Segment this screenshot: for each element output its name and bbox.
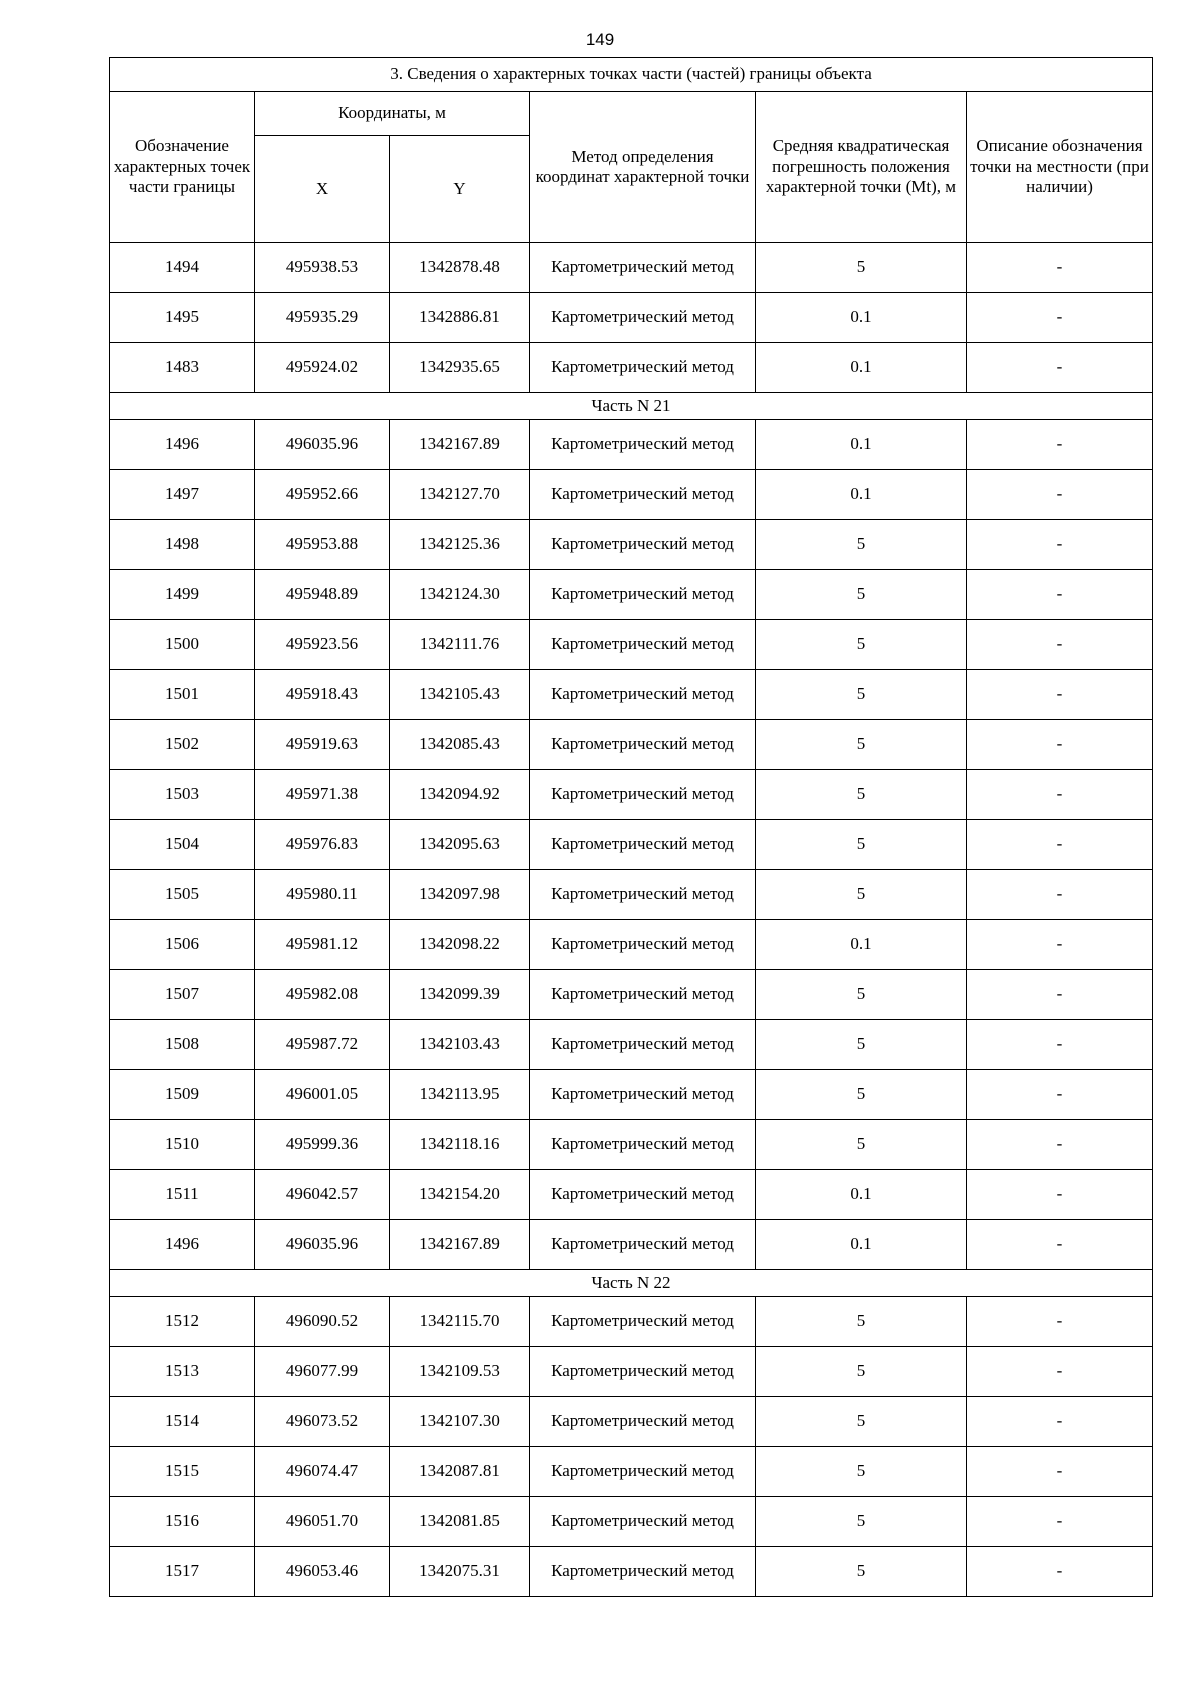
table-row	[110, 920, 1153, 970]
table-row	[110, 620, 1153, 670]
method-cell: Картометрический метод	[530, 920, 756, 970]
y-cell: 1342085.43	[390, 720, 530, 770]
method-cell: Картометрический метод	[530, 770, 756, 820]
description-cell: -	[967, 1497, 1153, 1547]
x-cell: 495953.88	[255, 520, 390, 570]
description-cell: -	[967, 343, 1153, 393]
y-cell: 1342105.43	[390, 670, 530, 720]
description-cell: -	[967, 1297, 1153, 1347]
table-row	[110, 1120, 1153, 1170]
x-cell: 496077.99	[255, 1347, 390, 1397]
point-cell: 1495	[110, 293, 255, 343]
x-cell: 495948.89	[255, 570, 390, 620]
table-row	[110, 293, 1153, 343]
error-cell: 0.1	[756, 293, 967, 343]
y-cell: 1342113.95	[390, 1070, 530, 1120]
point-cell: 1507	[110, 970, 255, 1020]
x-cell: 496073.52	[255, 1397, 390, 1447]
x-cell: 495938.53	[255, 243, 390, 293]
error-cell: 5	[756, 1347, 967, 1397]
method-cell: Картометрический метод	[530, 470, 756, 520]
point-cell: 1508	[110, 1020, 255, 1070]
x-cell: 496042.57	[255, 1170, 390, 1220]
header-x: X	[255, 136, 390, 243]
method-cell: Картометрический метод	[530, 520, 756, 570]
y-cell: 1342094.92	[390, 770, 530, 820]
x-cell: 495924.02	[255, 343, 390, 393]
point-cell: 1515	[110, 1447, 255, 1497]
table-row	[110, 470, 1153, 520]
method-cell: Картометрический метод	[530, 970, 756, 1020]
error-cell: 5	[756, 820, 967, 870]
header-method: Метод определения координат характерной точки	[530, 92, 756, 243]
table-row	[110, 1397, 1153, 1447]
table-row	[110, 1347, 1153, 1397]
x-cell: 496051.70	[255, 1497, 390, 1547]
point-cell: 1499	[110, 570, 255, 620]
table-row	[110, 870, 1153, 920]
method-cell: Картометрический метод	[530, 243, 756, 293]
y-cell: 1342097.98	[390, 870, 530, 920]
description-cell: -	[967, 770, 1153, 820]
y-cell: 1342109.53	[390, 1347, 530, 1397]
description-cell: -	[967, 670, 1153, 720]
y-cell: 1342115.70	[390, 1297, 530, 1347]
y-cell: 1342103.43	[390, 1020, 530, 1070]
description-cell: -	[967, 970, 1153, 1020]
y-cell: 1342081.85	[390, 1497, 530, 1547]
table-row	[110, 343, 1153, 393]
table-row	[110, 720, 1153, 770]
method-cell: Картометрический метод	[530, 1220, 756, 1270]
point-cell: 1506	[110, 920, 255, 970]
error-cell: 5	[756, 243, 967, 293]
description-cell: -	[967, 620, 1153, 670]
y-cell: 1342167.89	[390, 420, 530, 470]
x-cell: 495982.08	[255, 970, 390, 1020]
header-description: Описание обозначения точки на местности (при наличии)	[967, 92, 1153, 243]
page-number: 149	[585, 30, 615, 49]
point-cell: 1497	[110, 470, 255, 520]
table-row	[110, 1447, 1153, 1497]
method-cell: Картометрический метод	[530, 670, 756, 720]
y-cell: 1342127.70	[390, 470, 530, 520]
error-cell: 5	[756, 1297, 967, 1347]
description-cell: -	[967, 1547, 1153, 1597]
point-cell: 1501	[110, 670, 255, 720]
method-cell: Картометрический метод	[530, 870, 756, 920]
table-row	[110, 1220, 1153, 1270]
x-cell: 495952.66	[255, 470, 390, 520]
error-cell: 0.1	[756, 420, 967, 470]
error-cell: 0.1	[756, 920, 967, 970]
x-cell: 495919.63	[255, 720, 390, 770]
error-cell: 5	[756, 1020, 967, 1070]
point-cell: 1509	[110, 1070, 255, 1120]
error-cell: 0.1	[756, 470, 967, 520]
table-row	[110, 1497, 1153, 1547]
description-cell: -	[967, 1347, 1153, 1397]
method-cell: Картометрический метод	[530, 1497, 756, 1547]
method-cell: Картометрический метод	[530, 1120, 756, 1170]
table-body	[110, 243, 1153, 1597]
x-cell: 495976.83	[255, 820, 390, 870]
description-cell: -	[967, 470, 1153, 520]
error-cell: 0.1	[756, 1220, 967, 1270]
y-cell: 1342154.20	[390, 1170, 530, 1220]
table-row	[110, 1170, 1153, 1220]
point-cell: 1513	[110, 1347, 255, 1397]
y-cell: 1342886.81	[390, 293, 530, 343]
method-cell: Картометрический метод	[530, 820, 756, 870]
error-cell: 5	[756, 1070, 967, 1120]
description-cell: -	[967, 293, 1153, 343]
x-cell: 496035.96	[255, 420, 390, 470]
point-cell: 1496	[110, 1220, 255, 1270]
table-row	[110, 1070, 1153, 1120]
error-cell: 5	[756, 1497, 967, 1547]
table-row	[110, 1020, 1153, 1070]
method-cell: Картометрический метод	[530, 1070, 756, 1120]
x-cell: 495999.36	[255, 1120, 390, 1170]
description-cell: -	[967, 1170, 1153, 1220]
method-cell: Картометрический метод	[530, 570, 756, 620]
method-cell: Картометрический метод	[530, 1020, 756, 1070]
description-cell: -	[967, 1397, 1153, 1447]
method-cell: Картометрический метод	[530, 1170, 756, 1220]
x-cell: 495980.11	[255, 870, 390, 920]
header-coordinates: Координаты, м	[255, 92, 530, 136]
method-cell: Картометрический метод	[530, 720, 756, 770]
table-row	[110, 1547, 1153, 1597]
method-cell: Картометрический метод	[530, 1347, 756, 1397]
point-cell: 1517	[110, 1547, 255, 1597]
error-cell: 5	[756, 1547, 967, 1597]
x-cell: 495971.38	[255, 770, 390, 820]
x-cell: 496035.96	[255, 1220, 390, 1270]
description-cell: -	[967, 920, 1153, 970]
error-cell: 5	[756, 1120, 967, 1170]
point-cell: 1512	[110, 1297, 255, 1347]
description-cell: -	[967, 820, 1153, 870]
point-cell: 1511	[110, 1170, 255, 1220]
point-cell: 1483	[110, 343, 255, 393]
description-cell: -	[967, 1070, 1153, 1120]
method-cell: Картометрический метод	[530, 293, 756, 343]
error-cell: 5	[756, 670, 967, 720]
section-label: Часть N 21	[110, 393, 1153, 420]
point-cell: 1503	[110, 770, 255, 820]
y-cell: 1342099.39	[390, 970, 530, 1020]
error-cell: 5	[756, 1397, 967, 1447]
y-cell: 1342935.65	[390, 343, 530, 393]
method-cell: Картометрический метод	[530, 620, 756, 670]
x-cell: 495935.29	[255, 293, 390, 343]
description-cell: -	[967, 243, 1153, 293]
description-cell: -	[967, 570, 1153, 620]
method-cell: Картометрический метод	[530, 420, 756, 470]
table-row	[110, 243, 1153, 293]
x-cell: 495987.72	[255, 1020, 390, 1070]
description-cell: -	[967, 1447, 1153, 1497]
method-cell: Картометрический метод	[530, 1447, 756, 1497]
y-cell: 1342878.48	[390, 243, 530, 293]
y-cell: 1342167.89	[390, 1220, 530, 1270]
method-cell: Картометрический метод	[530, 1547, 756, 1597]
description-cell: -	[967, 1020, 1153, 1070]
x-cell: 495923.56	[255, 620, 390, 670]
section-row	[110, 393, 1153, 420]
y-cell: 1342087.81	[390, 1447, 530, 1497]
description-cell: -	[967, 420, 1153, 470]
table-row	[110, 1297, 1153, 1347]
description-cell: -	[967, 720, 1153, 770]
y-cell: 1342107.30	[390, 1397, 530, 1447]
table-row	[110, 970, 1153, 1020]
error-cell: 0.1	[756, 343, 967, 393]
error-cell: 5	[756, 770, 967, 820]
table-row	[110, 570, 1153, 620]
description-cell: -	[967, 1120, 1153, 1170]
description-cell: -	[967, 870, 1153, 920]
y-cell: 1342098.22	[390, 920, 530, 970]
coordinates-table	[109, 57, 1153, 1597]
point-cell: 1498	[110, 520, 255, 570]
y-cell: 1342125.36	[390, 520, 530, 570]
error-cell: 5	[756, 720, 967, 770]
error-cell: 5	[756, 870, 967, 920]
point-cell: 1510	[110, 1120, 255, 1170]
x-cell: 496001.05	[255, 1070, 390, 1120]
x-cell: 495918.43	[255, 670, 390, 720]
point-cell: 1494	[110, 243, 255, 293]
table-row	[110, 770, 1153, 820]
y-cell: 1342095.63	[390, 820, 530, 870]
point-cell: 1500	[110, 620, 255, 670]
table-row	[110, 420, 1153, 470]
section-row	[110, 1270, 1153, 1297]
point-cell: 1502	[110, 720, 255, 770]
point-cell: 1504	[110, 820, 255, 870]
method-cell: Картометрический метод	[530, 1297, 756, 1347]
error-cell: 5	[756, 520, 967, 570]
error-cell: 5	[756, 1447, 967, 1497]
y-cell: 1342118.16	[390, 1120, 530, 1170]
method-cell: Картометрический метод	[530, 343, 756, 393]
error-cell: 5	[756, 970, 967, 1020]
y-cell: 1342075.31	[390, 1547, 530, 1597]
table-row	[110, 670, 1153, 720]
description-cell: -	[967, 520, 1153, 570]
point-cell: 1514	[110, 1397, 255, 1447]
header-error: Средняя квадратическая погрешность положения характерной точки (Mt), м	[756, 92, 967, 243]
description-cell: -	[967, 1220, 1153, 1270]
y-cell: 1342124.30	[390, 570, 530, 620]
x-cell: 495981.12	[255, 920, 390, 970]
table-row	[110, 520, 1153, 570]
header-point: Обозначение характерных точек части границы	[110, 92, 255, 243]
point-cell: 1496	[110, 420, 255, 470]
error-cell: 0.1	[756, 1170, 967, 1220]
point-cell: 1516	[110, 1497, 255, 1547]
x-cell: 496074.47	[255, 1447, 390, 1497]
method-cell: Картометрический метод	[530, 1397, 756, 1447]
table-row	[110, 820, 1153, 870]
table-title: 3. Сведения о характерных точках части (частей) границы объекта	[110, 58, 1153, 92]
y-cell: 1342111.76	[390, 620, 530, 670]
x-cell: 496053.46	[255, 1547, 390, 1597]
error-cell: 5	[756, 620, 967, 670]
x-cell: 496090.52	[255, 1297, 390, 1347]
error-cell: 5	[756, 570, 967, 620]
section-label: Часть N 22	[110, 1270, 1153, 1297]
point-cell: 1505	[110, 870, 255, 920]
header-y: Y	[390, 136, 530, 243]
